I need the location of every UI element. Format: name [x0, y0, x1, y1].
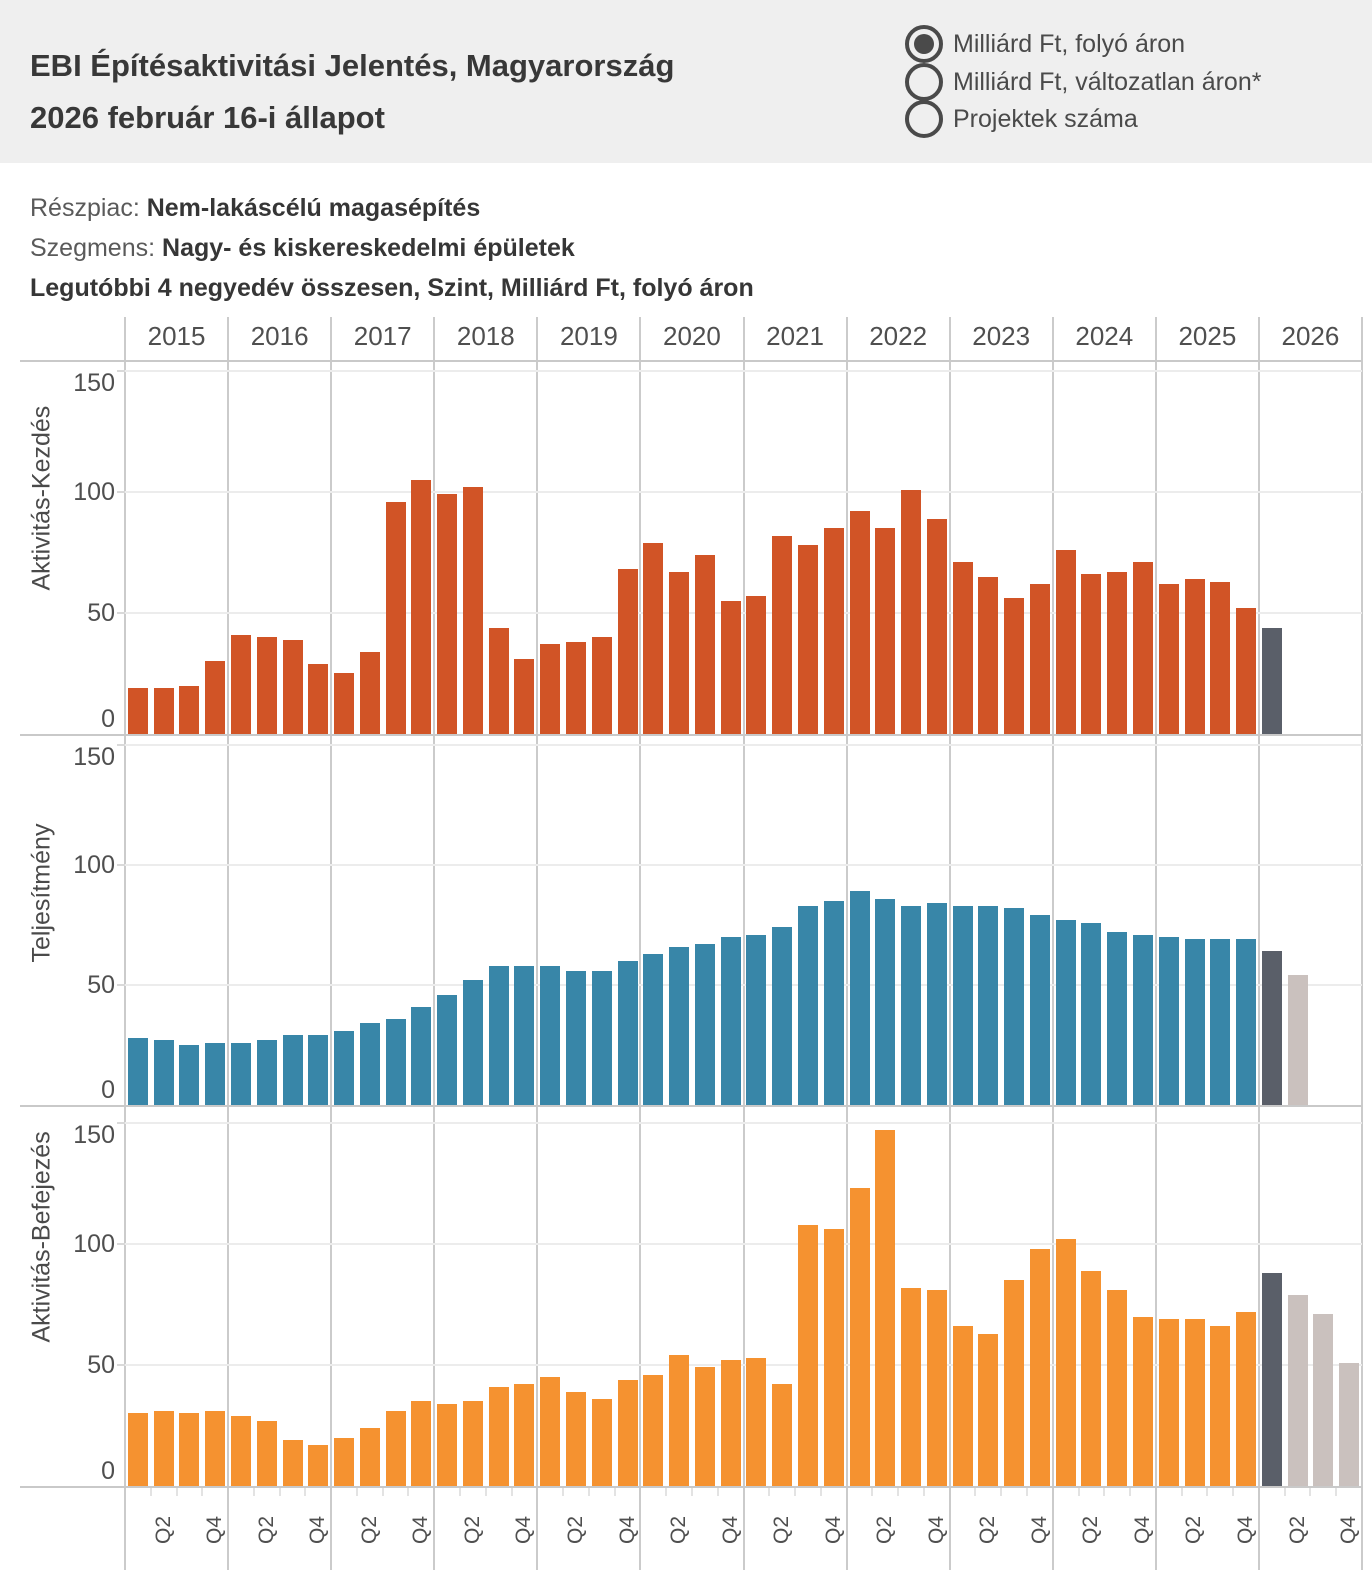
filter-measure-line: Legutóbbi 4 negyedév összesen, Szint, Milliárd Ft, folyó áron [30, 274, 754, 302]
x-axis-tick-mark [511, 1488, 513, 1496]
bar[interactable] [463, 1401, 483, 1486]
quarter-tick-label: Q4 [821, 1516, 845, 1545]
value-gridline [125, 864, 1362, 866]
bar[interactable] [308, 664, 328, 734]
bar[interactable] [1288, 1295, 1308, 1486]
bar[interactable] [154, 1040, 174, 1105]
bar[interactable] [721, 937, 741, 1105]
bar[interactable] [1056, 920, 1076, 1105]
bar[interactable] [283, 1035, 303, 1105]
x-axis-tick-mark [253, 1488, 255, 1496]
bar[interactable] [1210, 939, 1230, 1105]
bar[interactable] [592, 971, 612, 1105]
bar[interactable] [850, 1188, 870, 1486]
x-axis-tick-mark [794, 1488, 796, 1496]
bar[interactable] [746, 1358, 766, 1486]
bar[interactable] [1107, 1290, 1127, 1486]
bar[interactable] [334, 1438, 354, 1486]
bar[interactable] [1185, 1319, 1205, 1486]
bar[interactable] [489, 1387, 509, 1486]
bar[interactable] [1210, 582, 1230, 734]
bar[interactable] [334, 673, 354, 734]
bar[interactable] [978, 1334, 998, 1486]
bar[interactable] [334, 1031, 354, 1105]
bar[interactable] [953, 562, 973, 734]
year-separator-line [124, 317, 126, 1570]
bar[interactable] [231, 1043, 251, 1105]
y-axis-tick-mark [117, 370, 125, 372]
quarter-tick-label: Q4 [718, 1516, 742, 1545]
bar[interactable] [463, 487, 483, 734]
bar[interactable] [411, 1401, 431, 1486]
x-axis-tick-mark [1181, 1488, 1183, 1496]
bar[interactable] [824, 528, 844, 734]
x-axis-tick-mark [1000, 1488, 1002, 1496]
bar[interactable] [514, 1384, 534, 1486]
quarter-tick-label: Q4 [924, 1516, 948, 1545]
year-separator-line [433, 317, 435, 1570]
y-axis-tick-mark [117, 612, 125, 614]
quarter-tick-label: Q2 [357, 1516, 381, 1545]
x-axis-tick-mark [691, 1488, 693, 1496]
bar[interactable] [411, 480, 431, 734]
radio-option-folyo-aron[interactable] [905, 24, 1185, 64]
bar[interactable] [231, 1416, 251, 1486]
bar[interactable] [592, 637, 612, 734]
bar[interactable] [978, 577, 998, 734]
year-label: 2023 [972, 321, 1031, 351]
bar[interactable] [1030, 915, 1050, 1105]
quarter-tick-label: Q4 [1027, 1516, 1051, 1545]
y-axis-tick-label: 150 [73, 743, 115, 771]
bar[interactable] [360, 1023, 380, 1105]
bar[interactable] [1210, 1326, 1230, 1486]
bar[interactable] [592, 1399, 612, 1486]
bar[interactable] [1056, 550, 1076, 734]
radio-unselected-icon[interactable] [905, 100, 943, 138]
bar[interactable] [850, 891, 870, 1105]
bar[interactable] [128, 1413, 148, 1486]
x-axis-tick-mark [1335, 1488, 1337, 1496]
bar[interactable] [1262, 1273, 1282, 1486]
bar[interactable] [643, 954, 663, 1105]
x-axis-tick-mark [356, 1488, 358, 1496]
value-gridline [125, 1243, 1362, 1245]
radio-selected-icon[interactable] [905, 25, 943, 63]
y-axis-tick-mark [117, 1122, 125, 1124]
bar[interactable] [154, 1411, 174, 1486]
y-axis-tick-label: 150 [73, 1121, 115, 1149]
x-axis-tick-mark [201, 1488, 203, 1496]
y-axis-tick-label: 0 [101, 1457, 115, 1485]
x-axis-tick-mark [768, 1488, 770, 1496]
y-axis-tick-mark [117, 864, 125, 866]
quarter-tick-label: Q2 [563, 1516, 587, 1545]
bar[interactable] [463, 980, 483, 1105]
bar[interactable] [798, 545, 818, 734]
bar[interactable] [1030, 1249, 1050, 1486]
bar[interactable] [1262, 951, 1282, 1105]
radio-option-projektek-szama[interactable] [905, 99, 1138, 139]
x-axis-tick-mark [150, 1488, 152, 1496]
quarter-tick-label: Q4 [615, 1516, 639, 1545]
bar[interactable] [179, 1413, 199, 1486]
bar[interactable] [901, 1288, 921, 1486]
quarter-tick-label: Q2 [1285, 1516, 1309, 1545]
bar[interactable] [1159, 1319, 1179, 1486]
bar[interactable] [618, 1380, 638, 1486]
bar[interactable] [618, 961, 638, 1105]
x-axis-tick-mark [1232, 1488, 1234, 1496]
year-label: 2024 [1075, 321, 1134, 351]
filter-szegmens [30, 228, 754, 268]
y-axis-tick-label: 150 [73, 369, 115, 397]
bar[interactable] [721, 1360, 741, 1486]
bar[interactable] [566, 971, 586, 1105]
filter-reszpiac-value: Nem-lakáscélú magasépítés [146, 194, 481, 222]
row-title: Aktivitás-Kezdés [27, 405, 56, 590]
bar[interactable] [1236, 1312, 1256, 1486]
quarter-tick-label: Q4 [512, 1516, 536, 1545]
bar[interactable] [1004, 908, 1024, 1105]
bar[interactable] [978, 906, 998, 1105]
filter-szegmens-label: Szegmens: [30, 234, 156, 262]
bar[interactable] [669, 947, 689, 1105]
filter-szegmens-value: Nagy- és kiskereskedelmi épületek [162, 234, 575, 262]
bar[interactable] [1030, 584, 1050, 734]
quarter-tick-label: Q2 [460, 1516, 484, 1545]
bar[interactable] [1107, 932, 1127, 1105]
filter-reszpiac [30, 188, 754, 228]
quarter-tick-label: Q2 [873, 1516, 897, 1545]
radio-option-label: Projektek száma [953, 104, 1138, 133]
x-axis-tick-mark [1284, 1488, 1286, 1496]
bar[interactable] [360, 652, 380, 734]
value-gridline [125, 491, 1362, 493]
radio-option-valtozatlan-aron[interactable] [905, 62, 1261, 102]
x-axis-tick-mark [897, 1488, 899, 1496]
bar[interactable] [386, 502, 406, 734]
x-axis-tick-mark [974, 1488, 976, 1496]
x-axis-tick-mark [485, 1488, 487, 1496]
value-gridline [125, 370, 1362, 372]
y-axis-tick-label: 0 [101, 1076, 115, 1104]
value-gridline [125, 1122, 1362, 1124]
year-separator-line [227, 317, 229, 1570]
quarter-tick-label: Q4 [306, 1516, 330, 1545]
quarter-tick-label: Q4 [1337, 1516, 1361, 1545]
year-label: 2018 [456, 321, 515, 351]
y-axis-tick-label: 0 [101, 705, 115, 733]
x-axis-tick-mark [820, 1488, 822, 1496]
bar[interactable] [669, 572, 689, 734]
bar[interactable] [824, 1229, 844, 1486]
bar[interactable] [1004, 598, 1024, 734]
year-separator-line [330, 317, 332, 1570]
bar[interactable] [1159, 937, 1179, 1105]
bar[interactable] [953, 906, 973, 1105]
year-label: 2016 [250, 321, 309, 351]
page-title-line2: 2026 február 16-i állapot [30, 100, 385, 135]
bar[interactable] [1236, 939, 1256, 1105]
bar[interactable] [1107, 572, 1127, 734]
bar[interactable] [257, 637, 277, 734]
bar[interactable] [772, 536, 792, 734]
bar[interactable] [1339, 1363, 1359, 1486]
year-separator-line [1258, 317, 1260, 1570]
row-title: Teljesítmény [27, 823, 56, 963]
radio-option-label: Milliárd Ft, változatlan áron* [953, 67, 1262, 96]
quarter-tick-label: Q2 [1182, 1516, 1206, 1545]
row-divider-line [20, 360, 1362, 362]
bar[interactable] [540, 966, 560, 1105]
bar[interactable] [875, 899, 895, 1105]
y-axis-tick-mark [117, 984, 125, 986]
quarter-tick-label: Q2 [151, 1516, 175, 1545]
bar[interactable] [386, 1411, 406, 1486]
bar[interactable] [283, 640, 303, 734]
bar[interactable] [798, 1225, 818, 1486]
year-separator-line [949, 317, 951, 1570]
y-axis-tick-label: 50 [87, 971, 115, 999]
y-axis-tick-label: 100 [73, 851, 115, 879]
x-axis-tick-mark [1309, 1488, 1311, 1496]
x-axis-tick-mark [1078, 1488, 1080, 1496]
x-axis-tick-mark [1206, 1488, 1208, 1496]
bar[interactable] [643, 1375, 663, 1486]
bar[interactable] [128, 688, 148, 734]
y-axis-tick-mark [117, 1364, 125, 1366]
bar[interactable] [927, 519, 947, 734]
bar[interactable] [128, 1038, 148, 1105]
bar[interactable] [411, 1007, 431, 1105]
bar[interactable] [901, 490, 921, 734]
quarter-tick-label: Q4 [1234, 1516, 1258, 1545]
bar[interactable] [695, 1367, 715, 1486]
y-axis-tick-label: 50 [87, 1351, 115, 1379]
quarter-tick-label: Q2 [1079, 1516, 1103, 1545]
bar[interactable] [772, 1384, 792, 1486]
bar[interactable] [489, 966, 509, 1105]
bar[interactable] [566, 642, 586, 734]
bar[interactable] [695, 555, 715, 734]
bar[interactable] [257, 1421, 277, 1486]
x-axis-tick-mark [407, 1488, 409, 1496]
bar[interactable] [1004, 1280, 1024, 1486]
y-axis-tick-label: 50 [87, 599, 115, 627]
radio-option-label: Milliárd Ft, folyó áron [953, 29, 1186, 58]
x-axis-tick-mark [665, 1488, 667, 1496]
bar[interactable] [386, 1019, 406, 1105]
bar[interactable] [953, 1326, 973, 1486]
row-title: Aktivitás-Befejezés [27, 1130, 56, 1342]
bar[interactable] [875, 1130, 895, 1486]
bar[interactable] [1236, 608, 1256, 734]
bar[interactable] [1288, 975, 1308, 1105]
year-separator-line [1361, 317, 1363, 1570]
bar[interactable] [1159, 584, 1179, 734]
bar[interactable] [1056, 1239, 1076, 1486]
bar[interactable] [205, 1043, 225, 1105]
x-axis-tick-mark [382, 1488, 384, 1496]
quarter-tick-label: Q2 [976, 1516, 1000, 1545]
bar[interactable] [772, 927, 792, 1105]
bar[interactable] [746, 596, 766, 734]
bar[interactable] [437, 1404, 457, 1486]
row-divider-line [20, 734, 1362, 736]
x-axis-tick-mark [717, 1488, 719, 1496]
year-separator-line [1052, 317, 1054, 1570]
x-axis-tick-mark [1129, 1488, 1131, 1496]
filter-reszpiac-label: Részpiac: [30, 194, 140, 222]
bar[interactable] [283, 1440, 303, 1486]
bar[interactable] [798, 906, 818, 1105]
bar[interactable] [179, 1045, 199, 1105]
quarter-tick-label: Q4 [203, 1516, 227, 1545]
bar[interactable] [540, 1377, 560, 1486]
bar[interactable] [540, 644, 560, 734]
year-separator-line [743, 317, 745, 1570]
x-axis-tick-mark [304, 1488, 306, 1496]
y-axis-tick-label: 100 [73, 1230, 115, 1258]
x-axis-tick-mark [176, 1488, 178, 1496]
bar[interactable] [514, 659, 534, 734]
bar[interactable] [437, 494, 457, 734]
bar[interactable] [308, 1035, 328, 1105]
bar[interactable] [205, 661, 225, 734]
year-label: 2022 [869, 321, 928, 351]
x-axis-tick-mark [871, 1488, 873, 1496]
bar[interactable] [308, 1445, 328, 1486]
radio-unselected-icon[interactable] [905, 63, 943, 101]
bar[interactable] [901, 906, 921, 1105]
year-separator-line [846, 317, 848, 1570]
bar[interactable] [231, 635, 251, 734]
bar[interactable] [875, 528, 895, 734]
bar[interactable] [489, 628, 509, 734]
bar[interactable] [824, 901, 844, 1105]
bar[interactable] [1185, 579, 1205, 734]
bar[interactable] [1262, 628, 1282, 734]
bar[interactable] [1081, 923, 1101, 1105]
quarter-tick-label: Q4 [409, 1516, 433, 1545]
quarter-tick-label: Q2 [770, 1516, 794, 1545]
x-axis-tick-mark [1103, 1488, 1105, 1496]
x-axis-tick-mark [279, 1488, 281, 1496]
bar[interactable] [1081, 574, 1101, 734]
x-axis-tick-mark [562, 1488, 564, 1496]
bar[interactable] [566, 1392, 586, 1486]
year-separator-line [536, 317, 538, 1570]
y-axis-tick-label: 100 [73, 478, 115, 506]
year-label: 2015 [147, 321, 206, 351]
bar[interactable] [179, 686, 199, 734]
x-axis-tick-mark [1026, 1488, 1028, 1496]
bar[interactable] [850, 511, 870, 734]
year-label: 2021 [766, 321, 824, 351]
bar[interactable] [746, 935, 766, 1105]
bar[interactable] [205, 1411, 225, 1486]
bar[interactable] [1133, 935, 1153, 1105]
bar[interactable] [643, 543, 663, 734]
quarter-tick-label: Q2 [254, 1516, 278, 1545]
bar[interactable] [1313, 1314, 1333, 1486]
year-label: 2020 [663, 321, 721, 351]
year-label: 2026 [1281, 321, 1340, 351]
bar[interactable] [1133, 1317, 1153, 1486]
bar[interactable] [695, 944, 715, 1105]
row-divider-line [20, 1105, 1362, 1107]
quarter-tick-label: Q4 [1130, 1516, 1154, 1545]
y-axis-tick-mark [117, 491, 125, 493]
x-axis-tick-mark [588, 1488, 590, 1496]
bar[interactable] [1185, 939, 1205, 1105]
year-separator-line [639, 317, 641, 1570]
bar[interactable] [927, 903, 947, 1105]
year-label: 2019 [559, 321, 618, 351]
bar[interactable] [257, 1040, 277, 1105]
bar[interactable] [1133, 562, 1153, 734]
bar[interactable] [721, 601, 741, 734]
bar[interactable] [154, 688, 174, 734]
year-separator-line [1155, 317, 1157, 1570]
x-axis-tick-mark [459, 1488, 461, 1496]
x-axis-tick-mark [923, 1488, 925, 1496]
bar[interactable] [360, 1428, 380, 1486]
bar[interactable] [669, 1355, 689, 1486]
year-label: 2025 [1178, 321, 1237, 351]
y-axis-tick-mark [117, 1243, 125, 1245]
y-axis-tick-mark [117, 744, 125, 746]
year-label: 2017 [353, 321, 412, 351]
page-title-line1: EBI Építésaktivitási Jelentés, Magyarország [30, 48, 675, 83]
value-gridline [125, 744, 1362, 746]
quarter-tick-label: Q2 [667, 1516, 691, 1545]
x-axis-tick-mark [614, 1488, 616, 1496]
bar[interactable] [1081, 1271, 1101, 1486]
bar[interactable] [437, 995, 457, 1105]
bar[interactable] [514, 966, 534, 1105]
bar[interactable] [618, 569, 638, 734]
page-title [30, 40, 674, 144]
bar[interactable] [927, 1290, 947, 1486]
filter-summary [30, 188, 754, 308]
